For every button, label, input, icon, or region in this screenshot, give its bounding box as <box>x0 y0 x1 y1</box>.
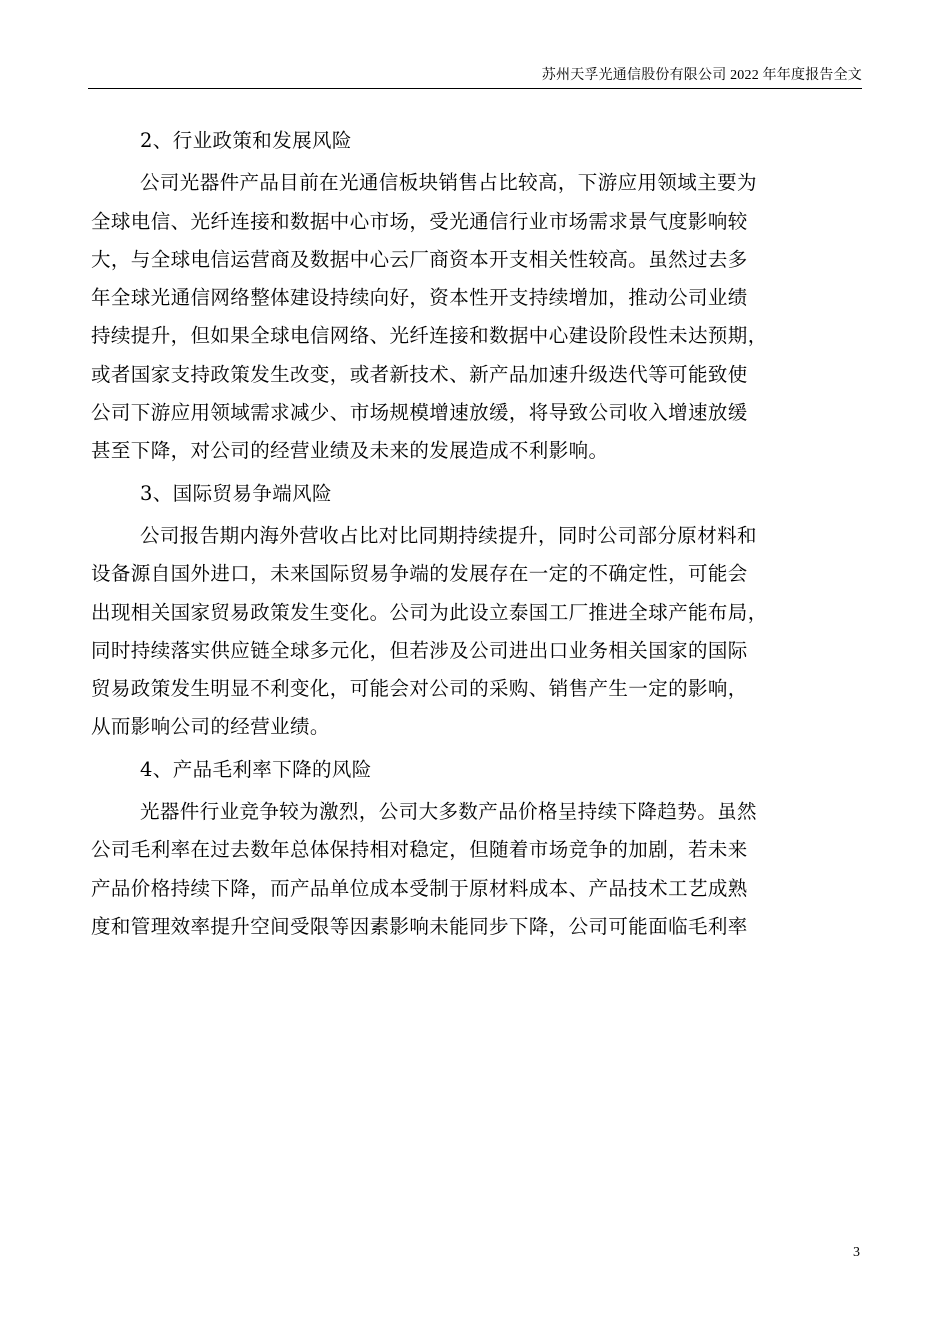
paragraph-line: 公司下游应用领域需求减少、市场规模增速放缓，将导致公司收入增速放缓 <box>91 401 748 425</box>
paragraph-line: 甚至下降，对公司的经营业绩及未来的发展造成不利影响。 <box>91 439 609 463</box>
page-number: 3 <box>853 1245 860 1260</box>
paragraph-line: 度和管理效率提升空间受限等因素影响未能同步下降，公司可能面临毛利率 <box>91 914 748 938</box>
paragraph-line: 或者国家支持政策发生改变，或者新技术、新产品加速升级迭代等可能致使 <box>91 362 748 386</box>
paragraph-line: 出现相关国家贸易政策发生变化。公司为此设立泰国工厂推进全球产能布局， <box>91 600 768 624</box>
paragraph-line: 年全球光通信网络整体建设持续向好，资本性开支持续增加，推动公司业绩 <box>91 286 748 310</box>
paragraph-line: 从而影响公司的经营业绩。 <box>91 715 330 739</box>
paragraph-line: 公司光器件产品目前在光通信板块销售占比较高，下游应用领域主要为 <box>140 171 757 195</box>
paragraph-line: 贸易政策发生明显不利变化，可能会对公司的采购、销售产生一定的影响， <box>91 677 748 701</box>
paragraph-line: 大，与全球电信运营商及数据中心云厂商资本开支相关性较高。虽然过去多 <box>91 247 748 271</box>
paragraph-line: 全球电信、光纤连接和数据中心市场，受光通信行业市场需求景气度影响较 <box>91 209 748 233</box>
paragraph-line: 同时持续落实供应链全球多元化，但若涉及公司进出口业务相关国家的国际 <box>91 638 748 662</box>
section-heading: 2、行业政策和发展风险 <box>140 129 352 152</box>
page-header <box>88 62 862 89</box>
paragraph-line: 产品价格持续下降，而产品单位成本受制于原材料成本、产品技术工艺成熟 <box>91 876 748 900</box>
paragraph-line: 持续提升，但如果全球电信网络、光纤连接和数据中心建设阶段性未达预期， <box>91 324 768 348</box>
document-body <box>91 122 866 946</box>
paragraph-line: 设备源自国外进口，未来国际贸易争端的发展存在一定的不确定性，可能会 <box>91 562 748 586</box>
section-heading: 3、国际贸易争端风险 <box>140 481 332 505</box>
paragraph-line: 公司报告期内海外营收占比对比同期持续提升，同时公司部分原材料和 <box>140 523 757 547</box>
section-heading: 4、产品毛利率下降的风险 <box>140 757 372 781</box>
header-title: 苏州天孚光通信股份有限公司 2022 年年度报告全文 <box>541 68 862 83</box>
paragraph-line: 光器件行业竞争较为激烈，公司大多数产品价格呈持续下降趋势。虽然 <box>140 800 757 824</box>
paragraph-line: 公司毛利率在过去数年总体保持相对稳定，但随着市场竞争的加剧，若未来 <box>91 838 748 862</box>
